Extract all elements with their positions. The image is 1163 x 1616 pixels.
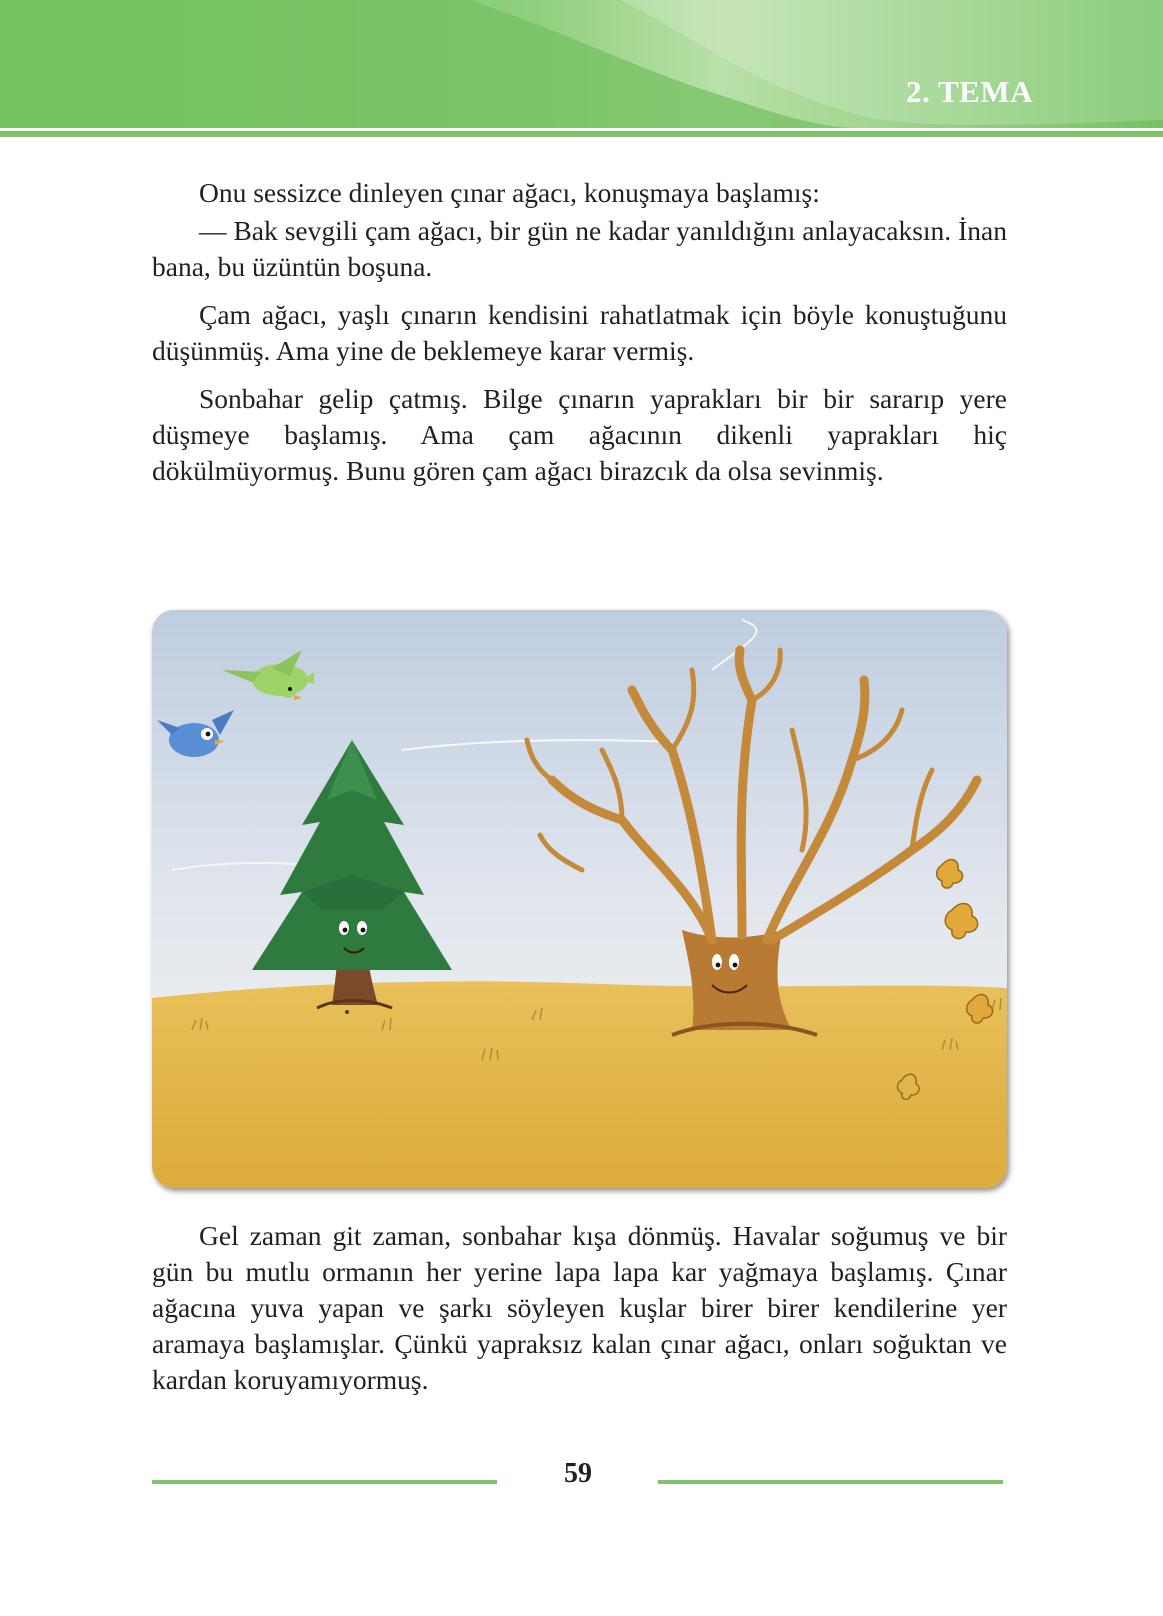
theme-label: 2. TEMA <box>906 74 1033 109</box>
paragraph: Onu sessizce dinleyen çınar ağacı, konuşmaya başlamış: <box>199 177 820 208</box>
paragraph: Sonbahar gelip çatmış. Bilge çınarın yaprakları bir bir sararıp yere düşmeye başlamış. Ama çam ağacının dikenli yaprakları hiç dökülmüyormuş. Bunu gören çam ağacı birazcık da olsa sevinmiş. <box>152 383 1007 486</box>
chapter-header <box>0 0 1163 145</box>
autumn-trees-scene <box>152 610 1007 1188</box>
footer-divider-right <box>658 1480 1003 1484</box>
page-number: 59 <box>564 1458 592 1489</box>
story-illustration <box>152 610 1007 1188</box>
paragraph-dialog: — Bak sevgili çam ağacı, bir gün ne kadar yanıldığını anlayacaksın. İnan bana, bu üzüntün boşuna. <box>152 215 1007 282</box>
footer-divider-left <box>152 1480 497 1484</box>
story-text-top <box>152 175 1007 489</box>
story-text-bottom <box>152 1218 1007 1398</box>
paragraph: Gel zaman git zaman, sonbahar kışa dönmüş. Havalar soğumuş ve bir gün bu mutlu ormanın her yerine lapa lapa kar yağmaya başlamış. Çınar ağacına yuva yapan ve şarkı söyleyen kuşlar birer birer kendilerine yer aramaya başlamışlar. Çünkü yapraksız kalan çınar ağacı, onları soğuktan ve kardan koruyamıyormuş. <box>152 1220 1007 1395</box>
paragraph: Çam ağacı, yaşlı çınarın kendisini rahatlatmak için böyle konuştuğunu düşünmüş. Ama yine de beklemeye karar vermiş. <box>152 299 1007 366</box>
header-wave-graphic <box>0 0 1163 145</box>
